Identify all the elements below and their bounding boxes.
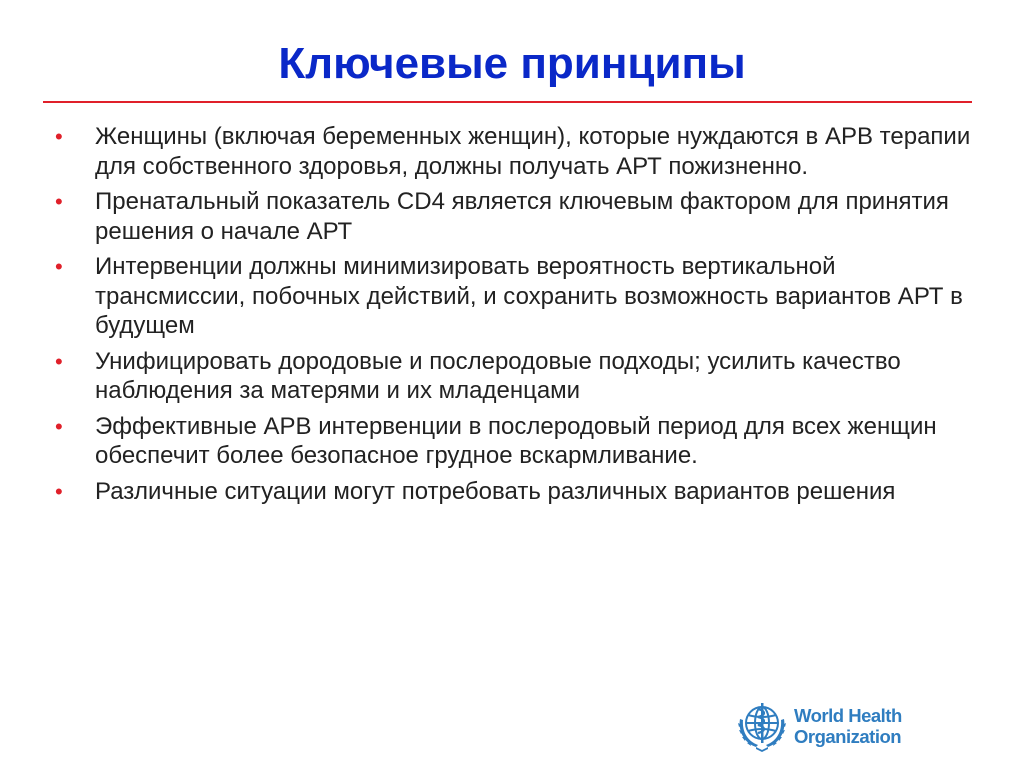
bullet-text: Различные ситуации могут потребовать различных вариантов решения [95, 477, 896, 505]
who-logo [734, 697, 909, 753]
who-emblem-icon [734, 697, 790, 753]
bullet-text: Женщины (включая беременных женщин), которые нуждаются в АРВ терапии для собственного здоровья, должны получать АРТ пожизненно. [95, 123, 971, 180]
title-divider [43, 101, 972, 103]
who-logo-text [794, 705, 902, 747]
bullet-marker: • [55, 124, 63, 149]
bullet-item [55, 122, 990, 181]
bullet-marker: • [55, 413, 63, 439]
bullet-item [55, 187, 990, 246]
bullet-item [55, 477, 990, 507]
bullet-marker: • [55, 189, 63, 214]
bullet-item [55, 347, 990, 406]
bullet-item [55, 252, 990, 341]
slide-title: Ключевые принципы [278, 39, 746, 88]
bullet-text: Унифицировать дородовые и послеродовые подходы; усилить качество наблюдения за матерями и их младенцами [95, 347, 901, 404]
bullet-marker: • [55, 348, 63, 374]
logo-line-2: Organization [794, 726, 902, 747]
bullet-list [55, 122, 990, 512]
bullet-item [55, 412, 990, 471]
bullet-text: Эффективные АРВ интервенции в послеродовый период для всех женщин обеспечит более безопасное грудное вскармливание. [95, 412, 937, 469]
logo-line-1: World Health [794, 705, 902, 726]
bullet-text: Интервенции должны минимизировать вероятность вертикальной трансмиссии, побочных действий, и сохранить возможность вариантов АРТ в будущем [95, 253, 963, 339]
bullet-marker: • [55, 254, 63, 279]
bullet-text: Пренатальный показатель CD4 является ключевым фактором для принятия решения о начале АРТ [95, 188, 949, 245]
bullet-marker: • [55, 478, 63, 504]
